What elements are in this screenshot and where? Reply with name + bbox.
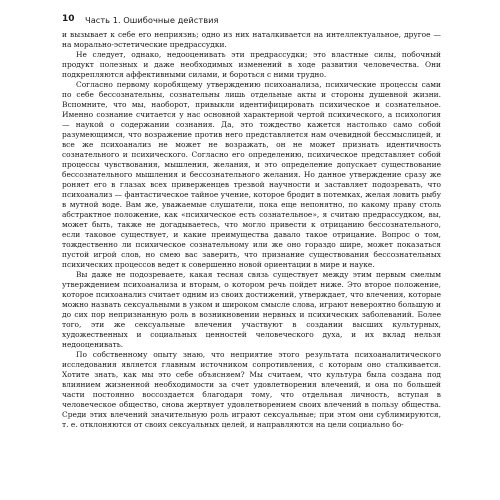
paragraph: и вызывает к себе его неприязнь; одно из них наталкивается на интеллектуальное, другое — на морально-эстетические предрассудки. [62, 30, 441, 49]
page-header [62, 11, 440, 25]
paragraph: Согласно первому коробящему утверждению психоанализа, психические процессы сами по себе бессознательны, сознательны лишь отдельные акты и стороны душевной жизни. Вспомните, что мы, наоборот, привыкли идентифицировать психическое и сознательное. Именно сознание считается у нас основной характерной чертой психического, а психология — наукой о содержании сознания. Да, это тождество кажется настолько само собой разумеющимся, что возражение против него представляется нам очевидной бессмыслицей, и все же психоанализ не может не возражать, он не может признать идентичность сознательного и психического. Согласно его определению, психическое представляет собой процессы чувствования, мышления, желания, и это определение допускает существование бессознательного мышления и бессознательного желания. Но данное утверждение сразу же роняет его в глазах всех приверженцев трезвой научности и заставляет подозревать, что психоанализ — фантастическое тайное учение, которое бродит в потемках, желая ловить рыбу в мутной воде. Вам же, уважаемые слушатели, пока еще непонятно, по какому праву столь абстрактное положение, как «психическое есть сознательное», я считаю предрассудком, вы, может быть, также не догадываетесь, что могло привести к отрицанию бессознательного, если таковое существует, и какие преимущества давало такое отрицание. Вопрос о том, тождественно ли психическое сознательному или же оно гораздо шире, может показаться пустой игрой слов, но смею вас заверить, что признание существования бессознательных психических процессов ведет к совершенно новой ориентации в мире и науке. [62, 80, 441, 269]
paragraph: Вы даже не подозреваете, какая тесная связь существует между этим первым смелым утверждением психоанализа и вторым, о котором речь пойдет ниже. Это второе положение, которое психоанализ считает одним из своих достижений, утверждает, что влечения, которые можно назвать сексуальными в узком и широком смысле слова, играют невероятно большую и до сих пор непризнанную роль в возникновении нервных и психических заболеваний. Более того, эти же сексуальные влечения участвуют в создании высших культурных, художественных и социальных ценностей человеческого духа, и их вклад нельзя недооценивать. [62, 270, 441, 349]
page-number: 10 [62, 14, 75, 24]
paragraph: Не следует, однако, недооценивать эти предрассудки; это властные силы, побочный продукт полезных и даже необходимых изменений в ходе развития человечества. Они подкрепляются аффективными силами, и бороться с ними трудно. [62, 50, 441, 79]
chapter-title: Часть 1. Ошибочные действия [85, 15, 219, 25]
body-text [62, 30, 441, 430]
paragraph: По собственному опыту знаю, что неприятие этого результата психоаналитического исследования является главным источником сопротивления, с которым оно сталкивается. Хотите знать, как мы это себе объясняем? Мы считаем, что культура была создана под влиянием жизненной необходимости за счет удовлетворения влечений, и она по большей части постоянно воссоздается благодаря тому, что отдельная личность, вступая в человеческое общество, снова жертвует удовлетворением своих влечений в пользу общества. Среди этих влечений значительную роль играют сексуальные; при этом они сублимируются, т. е. отклоняются от своих сексуальных целей, и направляются на цели социально бо- [62, 350, 441, 429]
